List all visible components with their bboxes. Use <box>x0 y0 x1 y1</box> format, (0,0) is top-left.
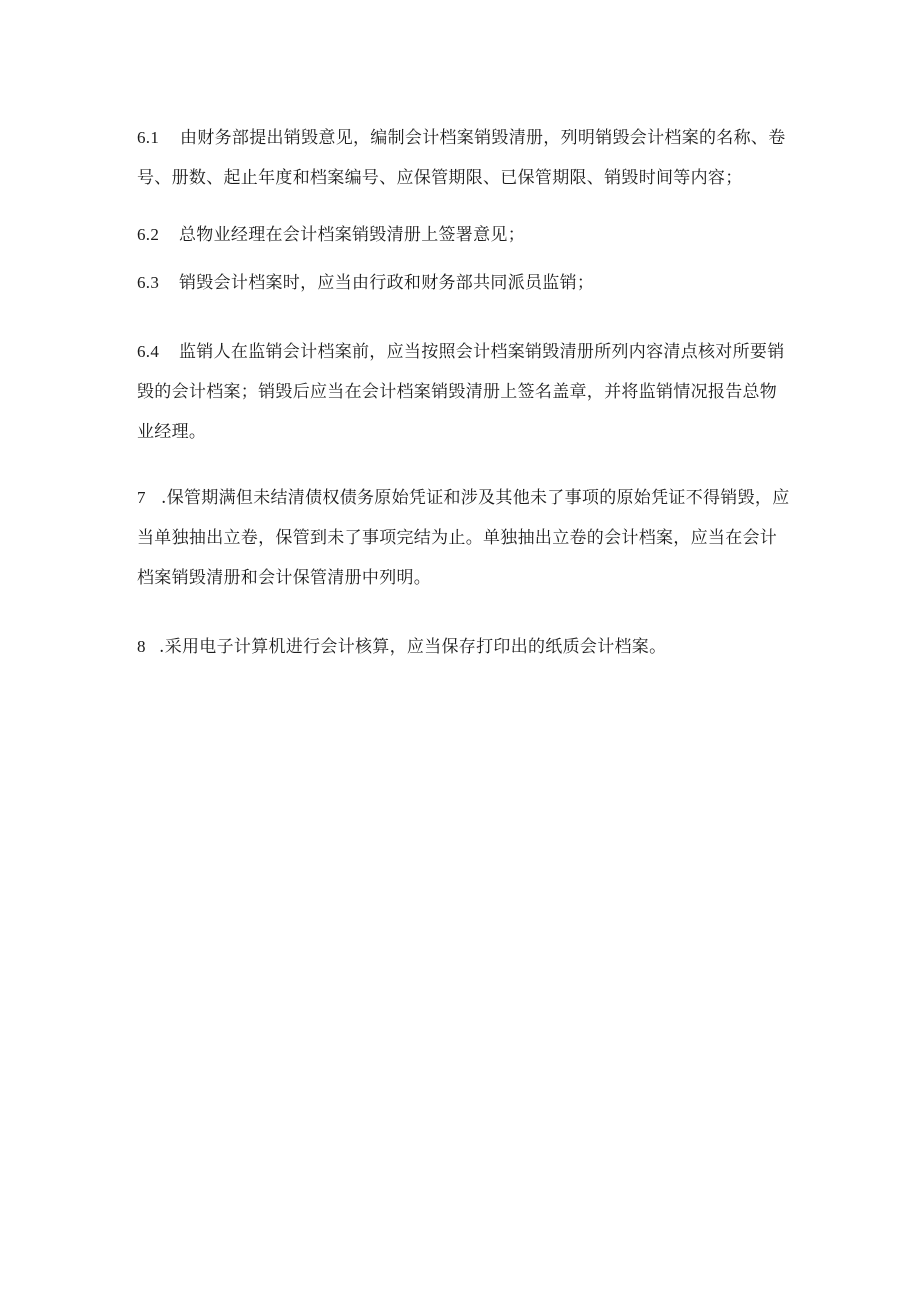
clause-text: 由财务部提出销毁意见，编制会计档案销毁清册，列明销毁会计档案的名称、卷 <box>180 128 786 148</box>
clause-text: .保管期满但未结清债权债务原始凭证和涉及其他未了事项的原始凭证不得销毁，应 <box>161 488 790 508</box>
clause-number: 6.3 <box>137 273 160 292</box>
clause-text: 号、册数、起止年度和档案编号、应保管期限、已保管期限、销毁时间等内容； <box>137 168 743 188</box>
clause-number: 7 <box>137 488 146 507</box>
clause-6-2 <box>137 218 782 252</box>
text-line <box>137 218 782 252</box>
text-line <box>137 158 782 198</box>
text-line <box>137 558 782 598</box>
clause-text: 监销人在监销会计档案前，应当按照会计档案销毁清册所列内容清点核对所要销 <box>179 342 785 362</box>
clause-text: 业经理。 <box>137 422 207 442</box>
text-line <box>137 478 790 518</box>
clause-text: 销毁会计档案时，应当由行政和财务部共同派员监销； <box>179 273 595 293</box>
clause-6-1 <box>137 118 786 198</box>
clause-number: 6.2 <box>137 225 160 244</box>
clause-number: 8 <box>137 637 146 656</box>
clause-text: 档案销毁清册和会计保管清册中列明。 <box>137 568 432 588</box>
clause-8 <box>137 630 782 664</box>
text-line <box>137 372 782 412</box>
text-line <box>137 518 782 558</box>
clause-text: 总物业经理在会计档案销毁清册上签署意见； <box>179 225 525 245</box>
text-line <box>137 412 782 452</box>
text-line <box>137 630 782 664</box>
clause-number: 6.1 <box>137 128 160 147</box>
clause-6-4 <box>137 332 785 452</box>
clause-text: .采用电子计算机进行会计核算，应当保存打印出的纸质会计档案。 <box>159 637 667 657</box>
clause-6-3 <box>137 266 782 300</box>
clause-7 <box>137 478 790 598</box>
text-line <box>137 118 786 158</box>
text-line <box>137 332 785 372</box>
clause-text: 毁的会计档案；销毁后应当在会计档案销毁清册上签名盖章，并将监销情况报告总物 <box>137 382 778 402</box>
clause-text: 当单独抽出立卷，保管到未了事项完结为止。单独抽出立卷的会计档案，应当在会计 <box>137 528 778 548</box>
text-line <box>137 266 782 300</box>
clause-number: 6.4 <box>137 342 160 361</box>
